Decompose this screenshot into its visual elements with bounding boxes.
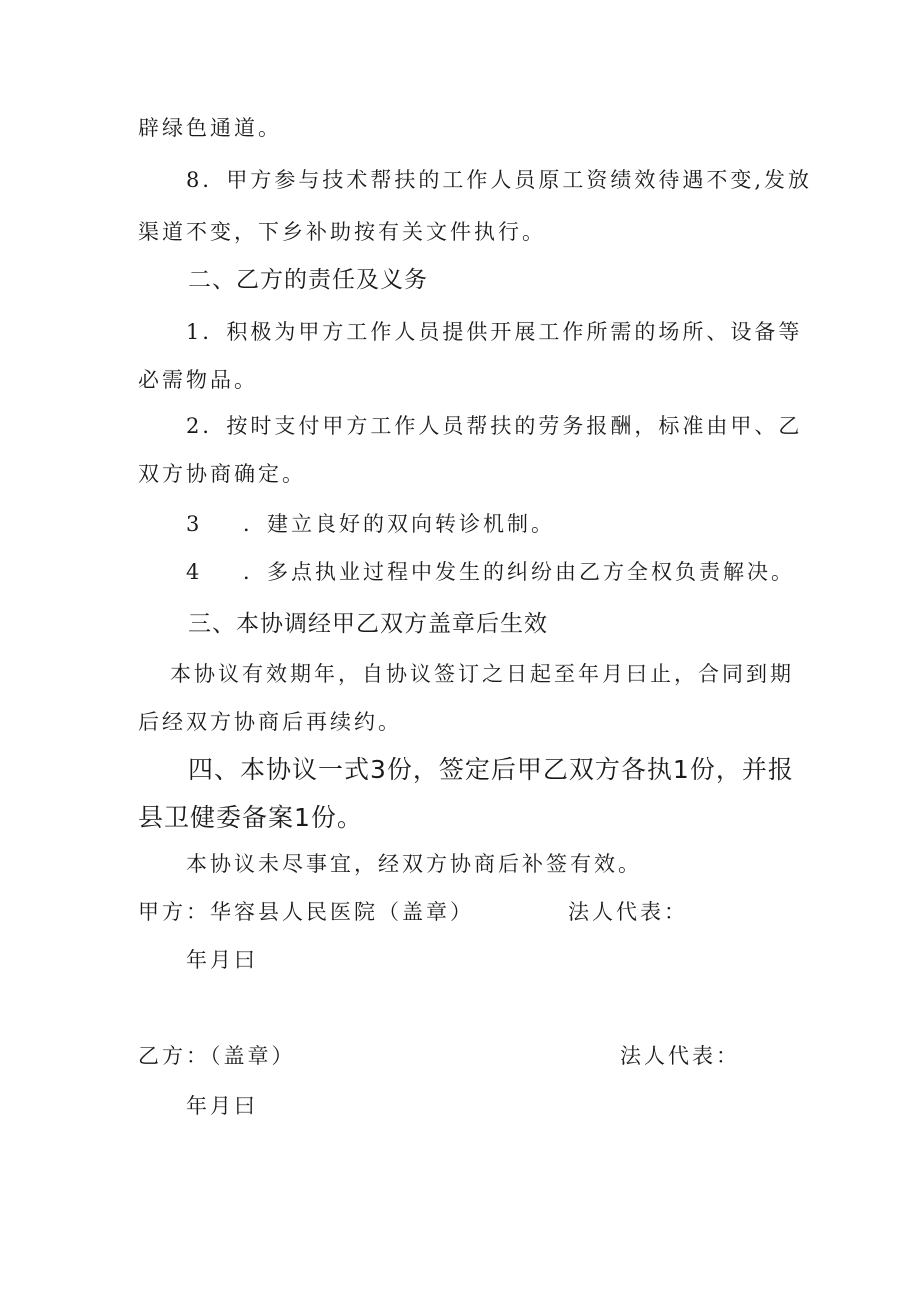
item-3-number: 3 xyxy=(186,512,203,536)
party-a-legal-representative: 法人代表： xyxy=(568,900,688,924)
item-1-line-2: 必需物品。 xyxy=(138,368,258,392)
section-heading-4-line-1: 四、本协议一式3份，签定后甲乙双方各执1份，并报 xyxy=(188,755,794,784)
section-heading-4-line-2: 县卫健委备案1份。 xyxy=(138,803,363,832)
supplementary-note: 本协议未尽事宜，经双方协商后补签有效。 xyxy=(186,852,642,876)
paragraph-7-tail: 辟绿色通道。 xyxy=(138,116,282,140)
section-heading-3: 三、本协调经甲乙双方盖章后生效 xyxy=(188,611,548,637)
party-a-date: 年月曰 xyxy=(186,948,258,972)
item-2-line-1: 2．按时支付甲方工作人员帮扶的劳务报酬，标准由甲、乙 xyxy=(186,414,803,438)
paragraph-8-line-1: 8．甲方参与技术帮扶的工作人员原工资绩效待遇不变,发放 xyxy=(186,168,813,192)
item-4-number: 4 xyxy=(186,560,203,584)
section-heading-2: 二、乙方的责任及义务 xyxy=(188,267,428,293)
party-b-legal-representative: 法人代表： xyxy=(620,1044,740,1068)
term-line-1: 本协议有效期年，自协议签订之日起至年月曰止，合同到期 xyxy=(170,662,794,686)
item-4-text: ．多点执业过程中发生的纠纷由乙方全权负责解决。 xyxy=(243,560,795,584)
paragraph-8-line-2: 渠道不变，下乡补助按有关文件执行。 xyxy=(138,220,546,244)
party-a-label: 甲方：华容县人民医院（盖章） xyxy=(138,900,474,924)
party-b-label: 乙方：（盖章） xyxy=(138,1044,296,1068)
term-line-2: 后经双方协商后再续约。 xyxy=(138,710,402,734)
item-3-text: ．建立良好的双向转诊机制。 xyxy=(243,512,555,536)
item-1-line-1: 1．积极为甲方工作人员提供开展工作所需的场所、设备等 xyxy=(186,320,803,344)
item-2-line-2: 双方协商确定。 xyxy=(138,462,306,486)
party-b-date: 年月曰 xyxy=(186,1094,258,1118)
